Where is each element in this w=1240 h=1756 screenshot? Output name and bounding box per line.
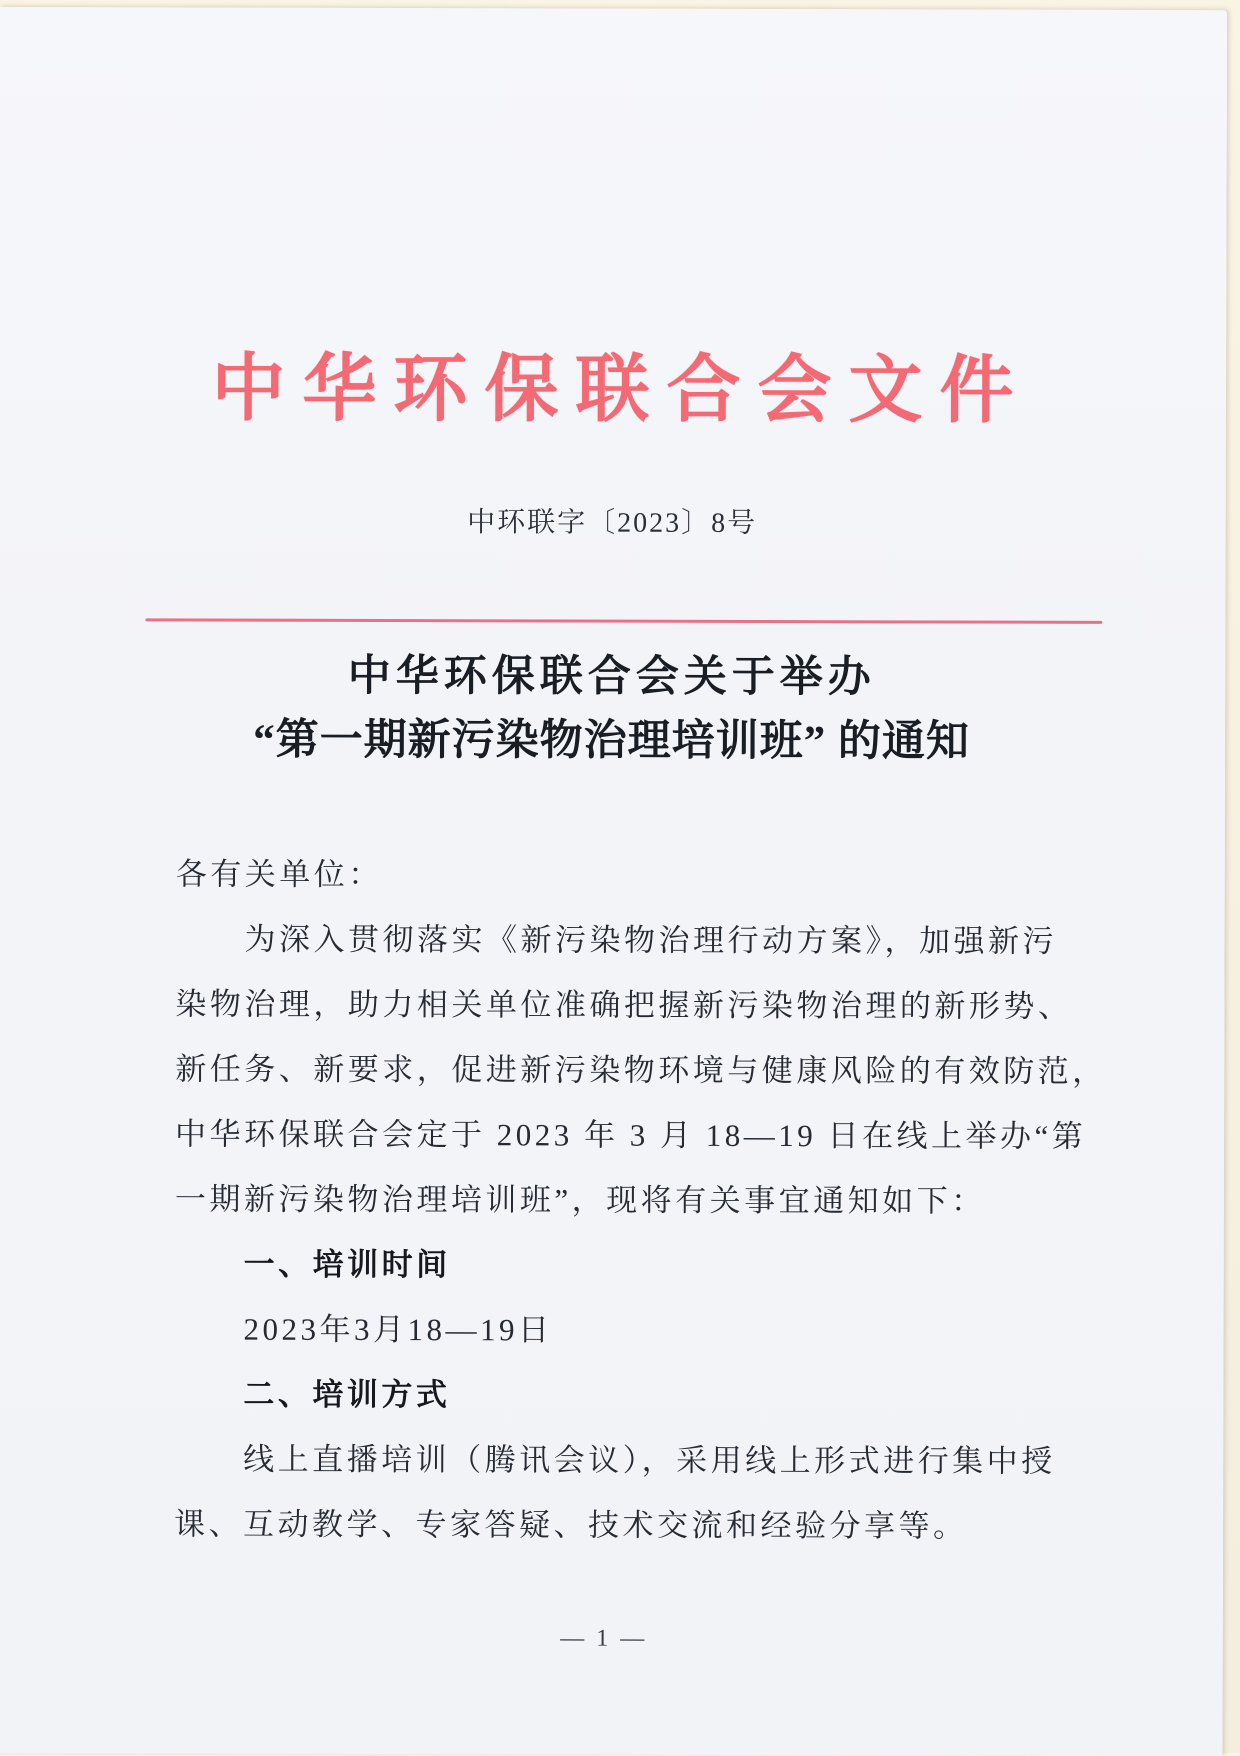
section-heading-training-method: 二、培训方式 bbox=[243, 1376, 451, 1413]
body-line: 课、互动教学、专家答疑、技术交流和经验分享等。 bbox=[173, 1506, 968, 1544]
document-paper bbox=[0, 7, 1227, 1756]
letterhead-red-rule bbox=[145, 618, 1102, 624]
notice-title-line-1: 中华环保联合会关于举办 bbox=[347, 652, 876, 702]
notice-title-line-2: “第一期新污染物治理培训班” 的通知 bbox=[253, 716, 971, 766]
body-line: 线上直播培训（腾讯会议），采用线上形式进行集中授 bbox=[243, 1441, 1056, 1479]
letterhead-org-title: 中华环保联合会文件 bbox=[211, 348, 1031, 433]
document-body bbox=[173, 841, 1107, 1558]
document-number: 中环联字〔2023〕8号 bbox=[467, 507, 758, 539]
body-line: 中华环保联合会定于 2023 年 3 月 18—19 日在线上举办“第 bbox=[175, 1116, 1087, 1154]
body-line: 新任务、新要求，促进新污染物环境与健康风险的有效防范， bbox=[175, 1051, 1107, 1089]
salutation: 各有关单位： bbox=[175, 856, 383, 893]
body-line: 染物治理，助力相关单位准确把握新污染物治理的新形势、 bbox=[175, 986, 1073, 1024]
body-line: 为深入贯彻落实《新污染物治理行动方案》，加强新污 bbox=[244, 921, 1058, 959]
section-heading-training-time: 一、培训时间 bbox=[243, 1246, 451, 1283]
page-number: — 1 — bbox=[560, 1625, 648, 1652]
training-date: 2023年3月18—19日 bbox=[243, 1311, 553, 1348]
body-line: 一期新污染物治理培训班”，现将有关事宜通知如下： bbox=[174, 1181, 986, 1219]
